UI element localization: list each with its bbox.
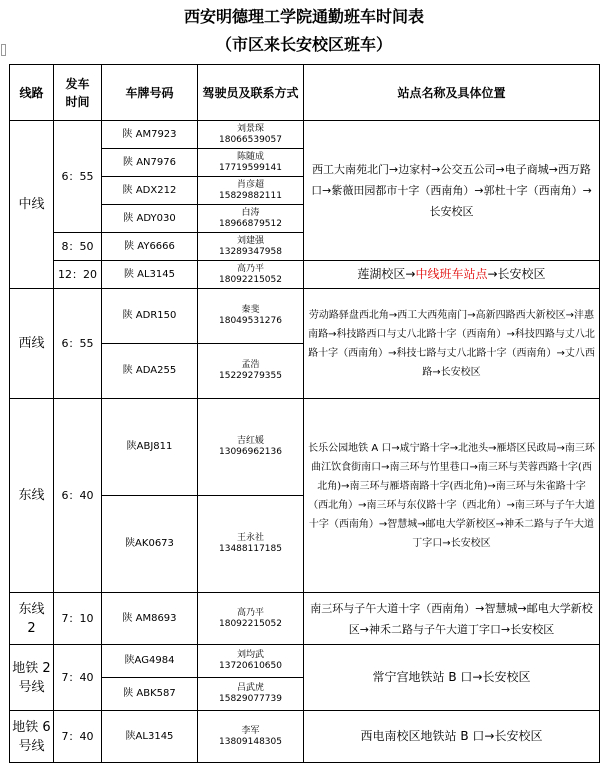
driver-phone: 15829882111: [219, 190, 282, 201]
driver-name: 孟浩: [241, 360, 260, 370]
driver-name: 王永社: [236, 533, 264, 543]
driver-contact: [198, 289, 304, 344]
stops-text: →长安校区: [487, 267, 546, 281]
driver-phone: 18966879512: [219, 218, 282, 229]
driver-phone: 18092215052: [219, 618, 282, 629]
driver-phone: 13289347958: [219, 246, 282, 257]
driver-phone: 18092215052: [219, 274, 282, 285]
driver-name: 高乃平: [236, 607, 264, 618]
plate-number: 陕 AY6666: [102, 233, 198, 261]
departure-time: 6：55: [54, 121, 102, 233]
header-stops: 站点名称及具体位置: [304, 65, 600, 121]
shuttle-schedule-table: [9, 64, 600, 763]
driver-phone: 13809148305: [219, 736, 282, 747]
plate-number: 陕AL3145: [102, 711, 198, 763]
departure-time: 7：40: [54, 645, 102, 711]
plate-number: 陕ABJ811: [102, 399, 198, 496]
driver-contact: [198, 399, 304, 496]
table-row: [10, 711, 600, 763]
header-route: 线路: [10, 65, 54, 121]
driver-phone: 17719599141: [219, 162, 282, 173]
driver-contact: [198, 233, 304, 261]
margin-marker: [1, 44, 6, 56]
route-name-metro2: 地铁 2号线: [10, 645, 54, 711]
driver-name: 李军: [241, 725, 260, 736]
stops-description: 劳动路驿盘西北角→西工大西苑南门→高新四路西大新校区→沣惠南路→科技路西口与丈八北路十字（西南角）→科技四路与丈八北路十字（西南角）→科技七路与丈八北路十字（西南角）→丈八西路→长安校区: [304, 289, 600, 399]
table-row: [10, 261, 600, 289]
departure-time: 12：20: [54, 261, 102, 289]
driver-name: 刘建强: [236, 235, 264, 246]
plate-number: 陕 ADX212: [102, 177, 198, 205]
stops-text: 莲湖校区→: [357, 267, 416, 281]
plate-number: 陕 ADR150: [102, 289, 198, 344]
route-name-xi: 西线: [10, 289, 54, 399]
driver-name: 白涛: [241, 207, 260, 218]
document-title: 西安明德理工学院通勤班车时间表: [183, 7, 424, 26]
driver-phone: 15229279355: [219, 371, 282, 381]
table-row: [10, 121, 600, 149]
plate-number: 陕 AN7976: [102, 149, 198, 177]
table-row: [10, 399, 600, 496]
route-name-dong: 东线: [10, 399, 54, 593]
driver-contact: [198, 496, 304, 593]
driver-contact: [198, 678, 304, 711]
driver-name: 刘均武: [236, 650, 264, 660]
driver-phone: 15829077739: [219, 694, 282, 704]
header-row: [10, 65, 600, 121]
stops-description: 西电南校区地铁站 B 口→长安校区: [304, 711, 600, 763]
driver-contact: [198, 177, 304, 205]
plate-number: 陕 AM8693: [102, 593, 198, 645]
departure-time: 6：55: [54, 289, 102, 399]
table-row: [10, 289, 600, 344]
departure-time: 7：40: [54, 711, 102, 763]
driver-contact: [198, 645, 304, 678]
plate-number: 陕 ADY030: [102, 205, 198, 233]
driver-phone: 18066539057: [219, 134, 282, 145]
driver-name: 吕武虎: [236, 683, 264, 693]
plate-number: 陕 ABK587: [102, 678, 198, 711]
plate-number: 陕AK0673: [102, 496, 198, 593]
departure-time: 6：40: [54, 399, 102, 593]
plate-number: 陕 AL3145: [102, 261, 198, 289]
driver-contact: [198, 149, 304, 177]
header-time: 发车时间: [54, 65, 102, 121]
driver-contact: [198, 205, 304, 233]
driver-phone: 18049531276: [219, 316, 282, 326]
document-subtitle: （市区来长安校区班车）: [215, 35, 392, 54]
highlight-stop: 中线班车站点: [415, 267, 488, 281]
stops-description: 西工大南苑北门→边家村→公交五公司→电子商城→西万路口→紫薇田园都市十字（西南角）→郭杜十字（西南角）→长安校区: [304, 121, 600, 261]
header-plate: 车牌号码: [102, 65, 198, 121]
driver-name: 吉红媛: [236, 436, 264, 446]
plate-number: 陕AG4984: [102, 645, 198, 678]
table-row: [10, 593, 600, 645]
driver-contact: [198, 593, 304, 645]
driver-contact: [198, 711, 304, 763]
route-name-zhong: 中线: [10, 121, 54, 289]
route-name-dong2: 东线2: [10, 593, 54, 645]
driver-name: 高乃平: [236, 263, 264, 274]
departure-time: 7：10: [54, 593, 102, 645]
driver-contact: [198, 261, 304, 289]
driver-name: 刘景琛: [236, 123, 264, 134]
stops-description: 长乐公园地铁 A 口→咸宁路十字→北池头→雁塔区民政局→南三环曲江饮食街南口→南三环与竹里巷口→南三环与芙蓉西路十字(西北角)→南三环与雁塔南路十字(西北角)→南三环与朱雀路十字（西北角）→南三环与东仪路十字（西北角）→南三环与子午大道十字（西南角）→智慧城→邮电大学新校区→神禾二路与子午大道丁字口→长安校区: [304, 399, 600, 593]
plate-number: 陕 ADA255: [102, 344, 198, 399]
stops-description: 南三环与子午大道十字（西南角）→智慧城→邮电大学新校区→神禾二路与子午大道丁字口→长安校区: [304, 593, 600, 645]
table-row: [10, 645, 600, 678]
header-driver: 驾驶员及联系方式: [198, 65, 304, 121]
driver-phone: 13488117185: [219, 544, 282, 554]
stops-description: 常宁宫地铁站 B 口→长安校区: [304, 645, 600, 711]
driver-phone: 13096962136: [219, 447, 282, 457]
driver-name: 陈随成: [236, 151, 264, 162]
driver-name: 秦斐: [241, 305, 260, 315]
plate-number: 陕 AM7923: [102, 121, 198, 149]
driver-contact: [198, 344, 304, 399]
driver-contact: [198, 121, 304, 149]
stops-description: [304, 261, 600, 289]
driver-phone: 13720610650: [219, 661, 282, 671]
driver-name: 肖彦超: [236, 179, 264, 190]
route-name-metro6: 地铁 6号线: [10, 711, 54, 763]
departure-time: 8：50: [54, 233, 102, 261]
